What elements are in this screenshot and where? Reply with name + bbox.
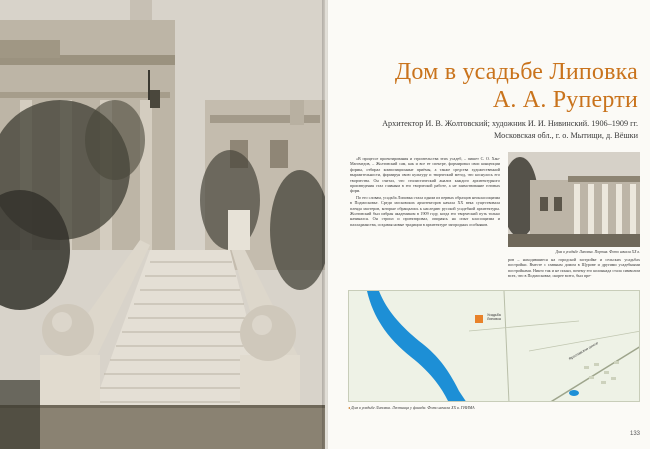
article-subtitle [348, 118, 638, 142]
map-caption [348, 405, 608, 410]
body-paragraph: По его словам, усадьба Липовка стала одним из первых образцов неоклассицизма в Подмосковье. Среди московских архитекторов начала XX века существовала плеяда мастеров, которые обращались к наследию русской усадебной архитектуры. Жолтовский был избран академиком в 1909 году, когда его творческий путь только начинался. Он строил и проектировал, опираясь на опыт классицизма и палладианства, создавая новые традиции в архитектуре загородных особняков. [350, 194, 500, 227]
subtitle-line-2: Московская обл., г. о. Мытищи, д. Вёшки [494, 131, 638, 140]
article-title [358, 58, 638, 114]
portico-photo-illustration [508, 152, 640, 247]
body-paragraph: «В процессе проектирования и строительства этих усадеб, – пишет С. О. Хан-Магомедов, – Жолтовский сам, как и все ее спектре, формировал свои концепции формы, отбирал композиционные приёмы, а также средства художественной выразительности, формируя свою культуру и творческий метод, что коснулось его творчества. Он считал, что стилистический анализ каждого архитектурного произведения стал главным в его творческой работе, а не заимствование готовых форм. [350, 156, 500, 194]
portico-photo-caption: Дом в усадьбе Липовка. Портик. Фото начала XX в. [555, 250, 640, 254]
map-caption-text: Дом в усадьбе Липовка. Лестница у фасада. Фото начала XX в. ГНИМА [351, 405, 475, 410]
map-estate-label: Усадьба Липовка [487, 313, 501, 322]
title-line-2: А. А. Руперти [492, 87, 638, 113]
article-page [328, 0, 650, 449]
subtitle-line-1: Архитектор И. В. Жолтовский; художник И. И. Нивинский. 1906–1909 гг. [382, 119, 638, 128]
page-number: 133 [629, 431, 640, 437]
caption-marker-icon: ◂ [348, 405, 351, 410]
estate-marker-icon [475, 315, 483, 323]
title-line-1: Дом в усадьбе Липовка [394, 59, 638, 85]
article-body-right-column: ров – находившиеся на городской застройке и сельских усадьбах постройки. Вместе с главным домом в Щурове и другими усадебными постройками. Никто так и не понял, почему его колоннада стала символом всех, что в Подмосковье, скорее всего, был пре- [508, 257, 640, 279]
map-road-label: Ярославское шоссе [568, 340, 599, 362]
map-illustration [349, 291, 640, 402]
location-map [348, 290, 640, 402]
portico-photo [508, 152, 640, 247]
